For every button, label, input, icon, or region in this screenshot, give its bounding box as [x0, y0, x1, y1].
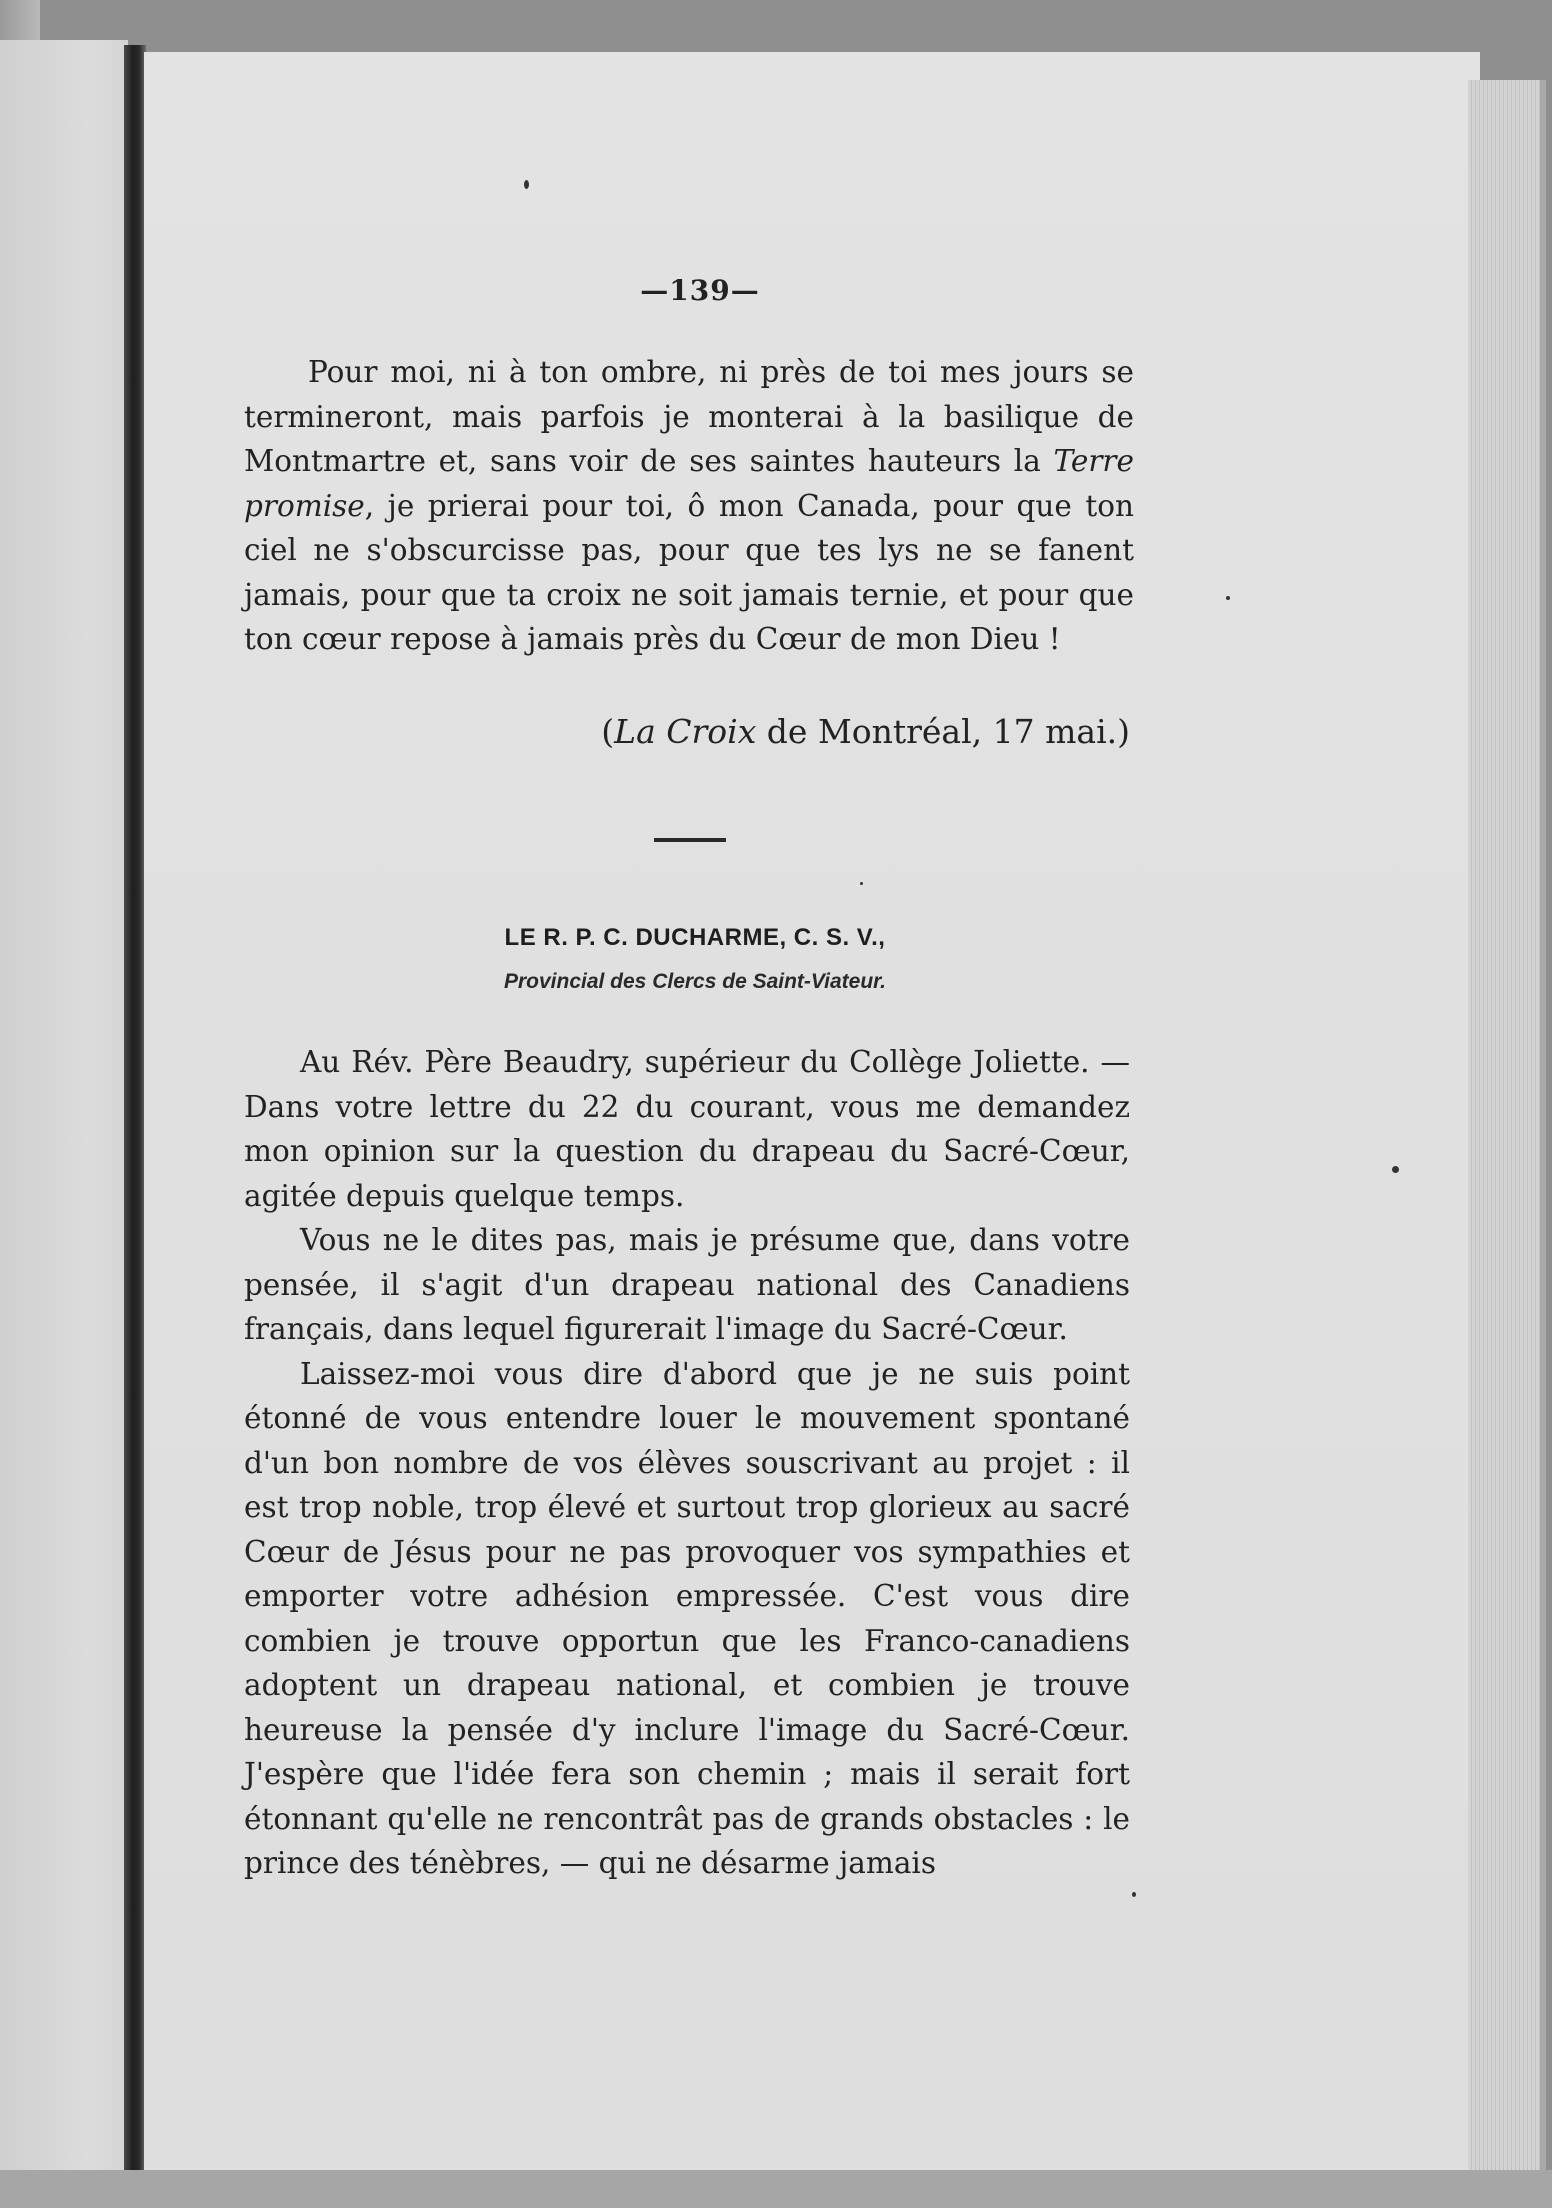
section-title: LE R. P. C. DUCHARME, C. S. V., [504, 924, 886, 951]
section-subtitle: Provincial des Clercs de Saint-Viateur. [503, 970, 887, 993]
letter-paragraph: Laissez-moi vous dire d'abord que je ne suis point étonné de vous entendre louer le mouvement spontané d'un bon nombre de vos élèves souscrivant au projet : il est trop noble, trop élevé et surtout trop glorieux au sacré Cœur de Jésus pour ne pas provoquer vos sympathies et emporter votre adhésion empressée. C'est vous dire combien je trouve opportun que les Franco-canadiens adoptent un drapeau national, et combien je trouve heureuse la pensée d'y inclure l'image du Sacré-Cœur. J'espère que l'idée fera son chemin ; mais il serait fort étonnant qu'elle ne rencontrât pas de grands obstacles : le prince des ténèbres, — qui ne désarme jamais [244, 1356, 1130, 1880]
citation-open: ( [601, 712, 615, 751]
stacked-page-edges [1468, 80, 1546, 2180]
paragraph-text: Pour moi, ni à ton ombre, ni près de toi mes jours se termineront, mais parfois je monterai à la basilique de Montmartre et, sans voir de ses saintes hauteurs la [244, 355, 1134, 478]
citation-publication: La Croix [614, 712, 757, 751]
book-gutter [124, 45, 146, 2180]
letter-paragraph: Au Rév. Père Beaudry, supérieur du Collège Joliette. — Dans votre lettre du 22 du courant, vous me demandez mon opinion sur la question du drapeau du Sacré-Cœur, agitée depuis quelque temps. [244, 1045, 1130, 1213]
scan-speck [1392, 1166, 1399, 1173]
letter-paragraph: Vous ne le dites pas, mais je présume que, dans votre pensée, il s'agit d'un drapeau national des Canadiens français, dans lequel figurerait l'image du Sacré-Cœur. [244, 1223, 1130, 1346]
scan-speck [1132, 1892, 1136, 1897]
article-paragraph [244, 350, 1134, 662]
previous-page-edge [0, 40, 128, 2180]
source-citation [500, 712, 1130, 751]
letter-body [244, 1040, 1130, 1886]
italic-phrase: Terre promise [244, 444, 1134, 523]
scan-speck [1226, 596, 1230, 600]
paragraph-text-continued: , je prierai pour toi, ô mon Canada, pour que ton ciel ne s'obscurcisse pas, pour que tes lys ne se fanent jamais, pour que ta croix ne soit jamais ternie, et pour que ton cœur repose à jamais près du Cœur de mon Dieu ! [244, 488, 1134, 656]
scan-speck [860, 882, 863, 885]
scan-background-bottom [0, 2170, 1552, 2208]
scan-speck [524, 180, 529, 189]
page-number: —139— [640, 274, 760, 307]
section-divider [654, 838, 726, 842]
citation-rest: de Montréal, 17 mai.) [756, 712, 1130, 751]
